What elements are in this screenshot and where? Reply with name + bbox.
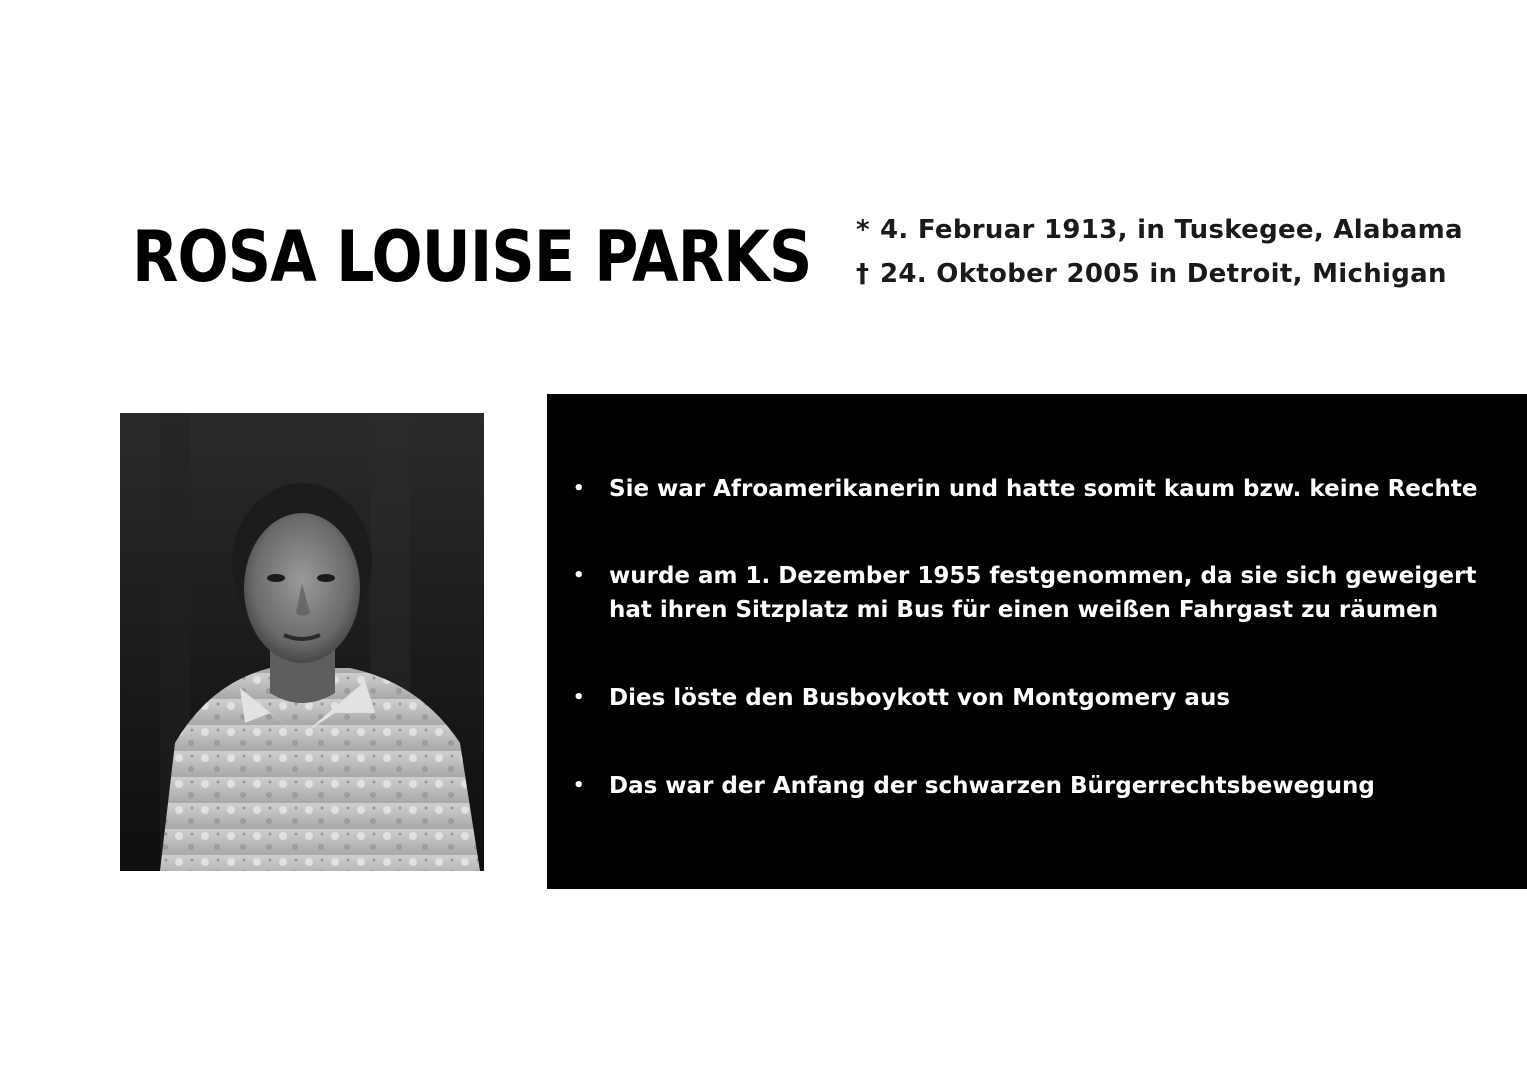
fact-text: Das war der Anfang der schwarzen Bürgerrechtsbewegung (609, 773, 1375, 799)
birth-text: 4. Februar 1913, in Tuskegee, Alabama (880, 215, 1463, 245)
fact-item (573, 559, 1489, 627)
fact-text: wurde am 1. Dezember 1955 festgenommen, da sie sich geweigert hat ihren Sitzplatz mi Bus für einen weißen Fahrgast zu räumen (609, 563, 1477, 623)
portrait-illustration (120, 413, 484, 871)
death-text: 24. Oktober 2005 in Detroit, Michigan (880, 259, 1447, 289)
bullet-icon: • (573, 687, 585, 708)
birth-date (856, 208, 1463, 252)
fact-item (573, 472, 1489, 506)
page-title: ROSA LOUISE PARKS (132, 216, 812, 298)
fact-item (573, 769, 1489, 803)
fact-text: Dies löste den Busboykott von Montgomery aus (609, 685, 1231, 711)
bullet-icon: • (573, 478, 585, 499)
bullet-icon: • (573, 775, 585, 796)
fact-item (573, 681, 1489, 715)
portrait-photo (120, 413, 484, 871)
life-dates (856, 208, 1463, 296)
death-symbol: † (856, 259, 870, 289)
death-date (856, 252, 1463, 296)
bullet-icon: • (573, 565, 585, 586)
facts-panel (547, 394, 1527, 889)
birth-symbol: * (856, 215, 870, 245)
fact-text: Sie war Afroamerikanerin und hatte somit kaum bzw. keine Rechte (609, 476, 1478, 502)
